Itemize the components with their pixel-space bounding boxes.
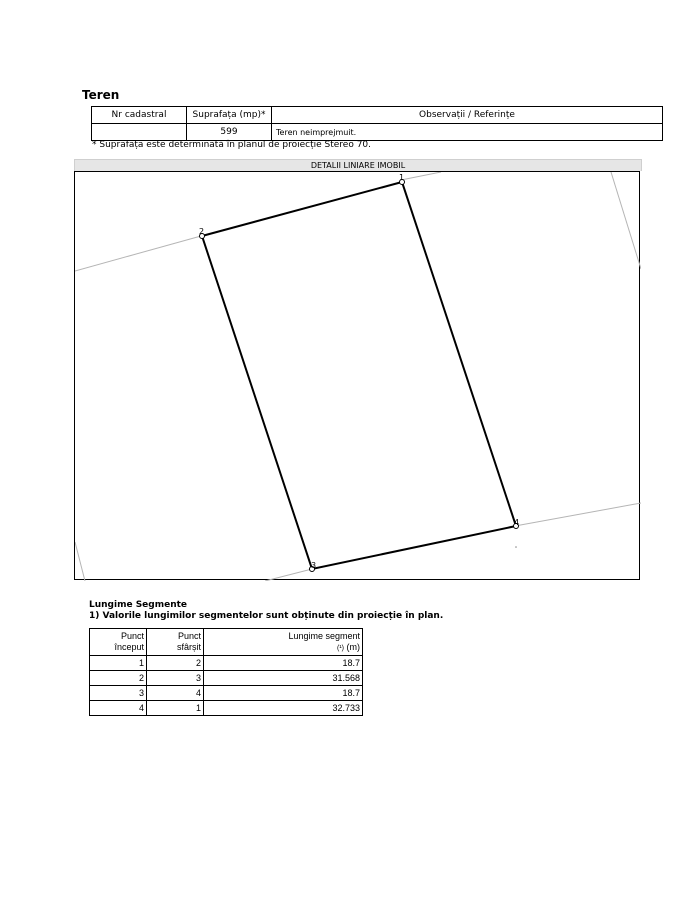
neighbor-line [75, 542, 85, 581]
segments-header-row [90, 629, 363, 656]
neighbor-line [515, 503, 641, 526]
segments-note: 1) Valorile lungimilor segmentelor sunt obținute din proiecție în plan. [89, 611, 444, 621]
header-start-line1: Punct [120, 631, 144, 641]
header-cadastral: Nr cadastral [92, 107, 187, 124]
cell-length: 18.7 [204, 656, 363, 671]
cell-end: 1 [147, 701, 204, 716]
cell-start: 4 [90, 701, 147, 716]
cell-area: 599 [187, 124, 272, 141]
cell-start: 2 [90, 671, 147, 686]
header-length-footnote-ref: (¹) [336, 644, 344, 652]
table-row [90, 701, 363, 716]
neighbor-line [401, 172, 441, 180]
vertex-label-3: 3 [311, 561, 317, 570]
neighbor-line [611, 172, 641, 269]
neighbor-line [75, 236, 201, 271]
parcel-plot [74, 171, 640, 580]
cell-observations: Teren neimprejmuit. [272, 124, 663, 141]
table-row [90, 656, 363, 671]
header-length-line1: Lungime segment [288, 630, 360, 641]
segments-title: Lungime Segmente [89, 600, 188, 610]
teren-table [91, 106, 663, 141]
cell-start: 1 [90, 656, 147, 671]
header-length [204, 629, 363, 656]
teren-table-row [92, 124, 663, 141]
cell-length: 18.7 [204, 686, 363, 701]
vertex-label-1: 1 [399, 173, 405, 182]
stray-dot [515, 546, 517, 548]
table-row [90, 671, 363, 686]
header-start [90, 629, 147, 656]
cell-start: 3 [90, 686, 147, 701]
vertex-label-4: 4 [514, 518, 520, 527]
parcel-boundary [202, 182, 516, 569]
header-start-line2: început [114, 642, 144, 652]
vertex-label-2: 2 [199, 227, 205, 236]
header-end-line2: sfârșit [176, 642, 201, 652]
cell-length: 32.733 [204, 701, 363, 716]
plot-header: DETALII LINIARE IMOBIL [74, 159, 642, 171]
segments-table [89, 628, 363, 716]
parcel-drawing [75, 172, 641, 581]
neighbor-line [265, 569, 312, 581]
cell-cadastral [92, 124, 187, 141]
header-length-unit: (m) [346, 641, 360, 652]
area-footnote: * Suprafața este determinată în planul de proiecție Stereo 70. [92, 140, 372, 150]
cell-end: 4 [147, 686, 204, 701]
teren-section-title: Teren [82, 88, 120, 102]
teren-table-header-row [92, 107, 663, 124]
header-end [147, 629, 204, 656]
cell-end: 2 [147, 656, 204, 671]
header-observations: Observații / Referințe [272, 107, 663, 124]
header-end-line1: Punct [177, 631, 201, 641]
cell-end: 3 [147, 671, 204, 686]
header-area: Suprafața (mp)* [187, 107, 272, 124]
cell-length: 31.568 [204, 671, 363, 686]
table-row [90, 686, 363, 701]
